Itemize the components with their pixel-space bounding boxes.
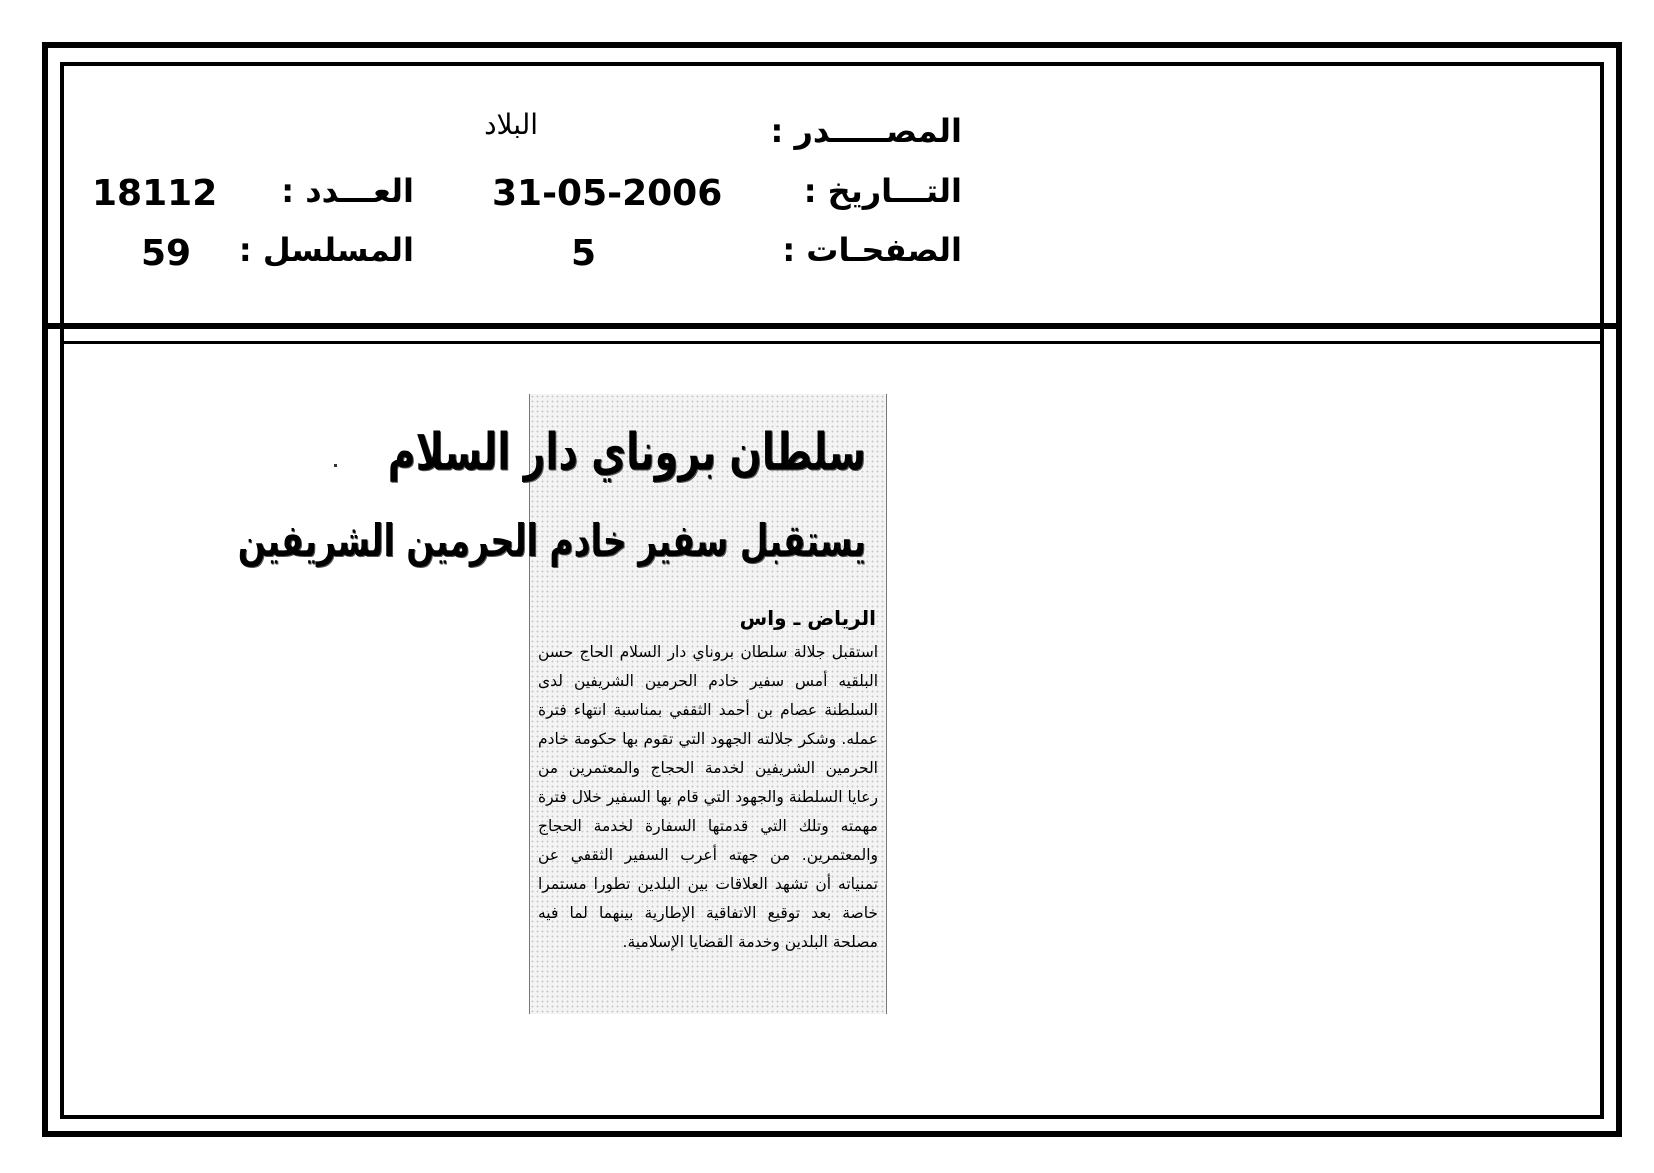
source-label: المصـــــدر : (770, 112, 962, 150)
serial-value: 59 (141, 233, 192, 274)
headline-line-1: سلطان بروناي دار السلام (387, 422, 866, 482)
date-value: 31-05-2006 (492, 173, 723, 214)
serial-label: المسلسل : (238, 231, 414, 269)
source-value: البلاد (484, 108, 538, 141)
date-label: التـــاريخ : (803, 172, 962, 210)
pages-label: الصفحـات : (782, 231, 962, 269)
header-divider-thin (60, 341, 1604, 344)
issue-label: العـــدد : (281, 172, 414, 210)
article-body: استقبل جلالة سلطان بروناي دار السلام الحاج حسن البلقيه أمس سفير خادم الحرمين الشريفين لدى السلطنة عصام بن أحمد الثقفي بمناسبة انتهاء فترة عمله. وشكر جلالته الجهود التي تقوم بها حكومة خادم الحرمين الشريفين لخدمة الحجاج والمعتمرين من رعايا السلطنة والجهود التي قام بها السفير خلال فترة مهمته وتلك التي قدمتها السفارة لخدمة الحجاج والمعتمرين. من جهته أعرب السفير الثقفي عن تمنياته أن تشهد العلاقات بين البلدين تطورا مستمرا خاصة بعد توقيع الاتفاقية الإطارية بينهما لما فيه مصلحة البلدين وخدمة القضايا الإسلامية. (538, 643, 878, 951)
article-dateline: الرياض ـ واس (739, 606, 876, 630)
stray-dot (334, 464, 337, 467)
news-clipping (237, 394, 887, 1014)
issue-value: 18112 (92, 173, 218, 214)
header-divider-thick (42, 323, 1622, 329)
pages-value: 5 (571, 233, 597, 274)
headline-line-2: يستقبل سفير خادم الحرمين الشريفين (237, 514, 866, 567)
